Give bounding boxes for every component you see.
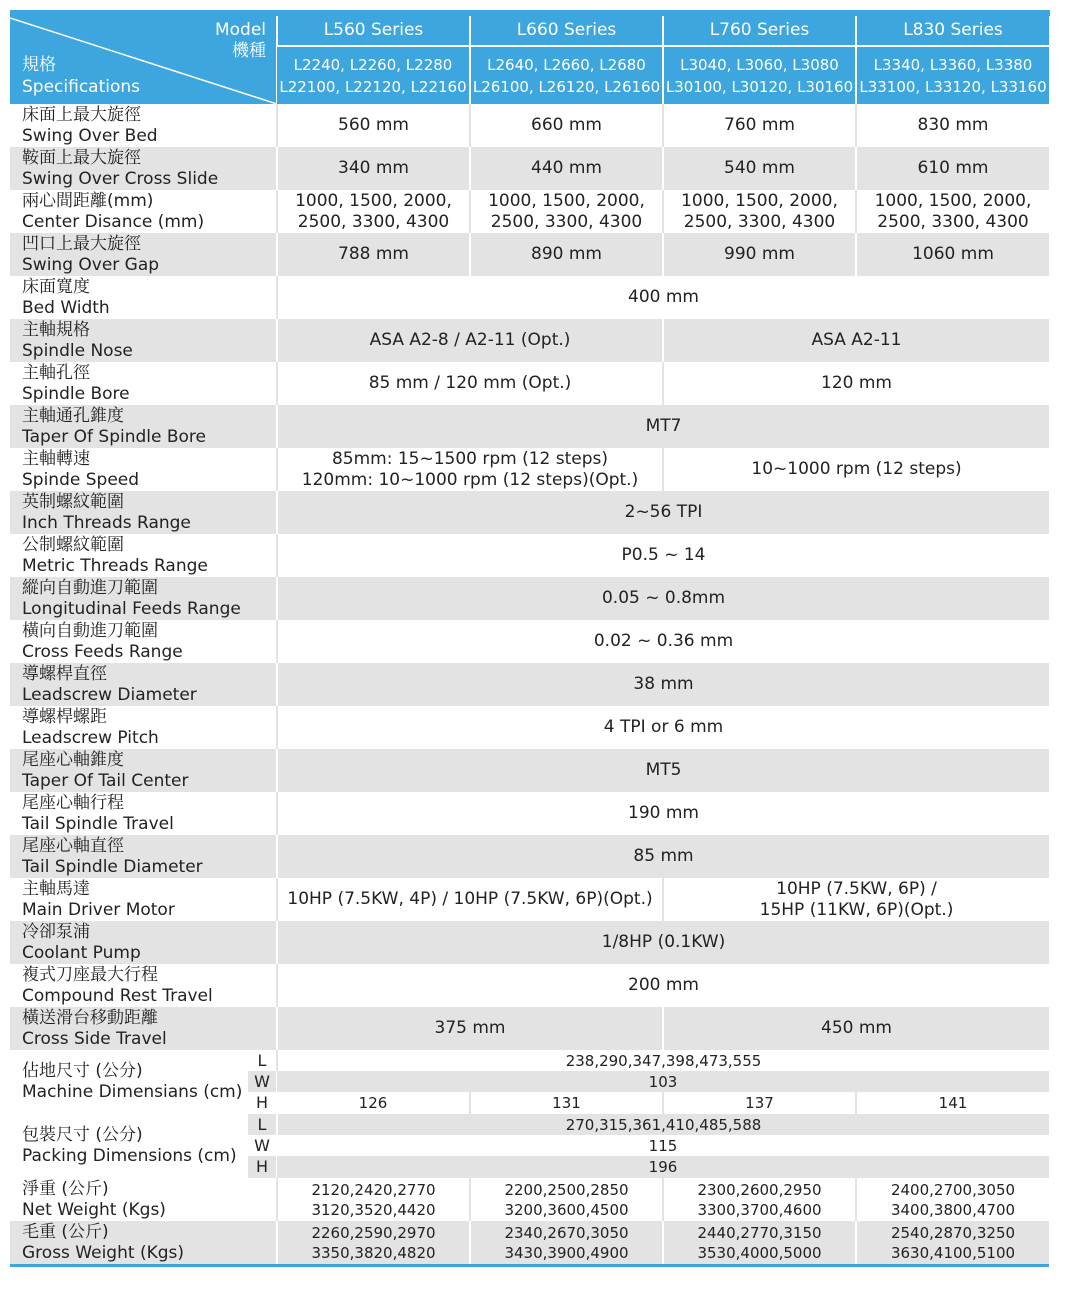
cell-value: 1000, 1500, 2000, 2500, 3300, 4300 <box>856 190 1049 233</box>
row-label: 主軸馬達 Main Driver Motor <box>10 878 277 921</box>
row-spindle-bore <box>10 362 1049 405</box>
row-swing-over-bed <box>10 104 1049 147</box>
cell-value: 120 mm <box>663 362 1049 405</box>
cell-value: 2400,2700,3050 3400,3800,4700 <box>856 1178 1049 1221</box>
spec-label <box>22 54 140 98</box>
row-cross-side-travel <box>10 1007 1049 1050</box>
cell-value: 400 mm <box>277 276 1049 319</box>
cell-value: 2440,2770,3150 3530,4000,5000 <box>663 1221 856 1264</box>
row-taper-tail-center <box>10 749 1049 792</box>
series-models: L3340, L3360, L3380 L33100, L33120, L33160 <box>856 46 1049 104</box>
cell-value: 85mm: 15~1500 rpm (12 steps) 120mm: 10~1000 rpm (12 steps)(Opt.) <box>277 448 663 491</box>
row-machine-dim-l <box>10 1050 1049 1071</box>
machine-dim-label-cell <box>10 1050 277 1114</box>
cell-value: 1000, 1500, 2000, 2500, 3300, 4300 <box>470 190 663 233</box>
row-inch-threads <box>10 491 1049 534</box>
row-swing-over-gap <box>10 233 1049 276</box>
cell-value: 4 TPI or 6 mm <box>277 706 1049 749</box>
cell-value: ASA A2-11 <box>663 319 1049 362</box>
row-net-weight <box>10 1178 1049 1221</box>
spec-label-zh: 規格 <box>22 55 56 75</box>
row-compound-rest-travel <box>10 964 1049 1007</box>
cell-value: 196 <box>277 1156 1049 1178</box>
row-swing-over-cross-slide <box>10 147 1049 190</box>
row-label: 縱向自動進刀範圍 Longitudinal Feeds Range <box>10 577 277 620</box>
cell-value: MT7 <box>277 405 1049 448</box>
cell-value: 660 mm <box>470 104 663 147</box>
row-label: 包裝尺寸 (公分) Packing Dimensions (cm) <box>22 1125 237 1166</box>
row-taper-spindle-bore <box>10 405 1049 448</box>
cell-value: 440 mm <box>470 147 663 190</box>
bottom-accent-line <box>10 1264 1049 1267</box>
cell-value: MT5 <box>277 749 1049 792</box>
cell-value: P0.5 ~ 14 <box>277 534 1049 577</box>
cell-value: 990 mm <box>663 233 856 276</box>
row-label: 淨重 (公斤) Net Weight (Kgs) <box>10 1178 277 1221</box>
series-name: L830 Series <box>856 16 1049 46</box>
series-name: L660 Series <box>470 16 663 46</box>
series-models: L2240, L2260, L2280 L22100, L22120, L22160 <box>277 46 470 104</box>
packing-dim-label-cell <box>10 1114 277 1178</box>
model-label <box>215 20 266 62</box>
cell-value: 238,290,347,398,473,555 <box>277 1050 1049 1071</box>
row-label: 凹口上最大旋徑 Swing Over Gap <box>10 233 277 276</box>
row-label: 導螺桿螺距 Leadscrew Pitch <box>10 706 277 749</box>
row-label: 主軸轉速 Spinde Speed <box>10 448 277 491</box>
model-label-en: Model <box>214 20 266 40</box>
spec-label-en: Specifications <box>22 77 141 97</box>
cell-value: 830 mm <box>856 104 1049 147</box>
row-leadscrew-pitch <box>10 706 1049 749</box>
row-label: 床面寬度 Bed Width <box>10 276 277 319</box>
row-label: 尾座心軸錐度 Taper Of Tail Center <box>10 749 277 792</box>
cell-value: 2~56 TPI <box>277 491 1049 534</box>
dimension-letters: L W H <box>248 1114 276 1178</box>
cell-value: 131 <box>470 1092 663 1114</box>
cell-value: 1000, 1500, 2000, 2500, 3300, 4300 <box>277 190 470 233</box>
row-label: 主軸規格 Spindle Nose <box>10 319 277 362</box>
cell-value: 540 mm <box>663 147 856 190</box>
cell-value: 137 <box>663 1092 856 1114</box>
row-bed-width <box>10 276 1049 319</box>
row-label: 主軸通孔錐度 Taper Of Spindle Bore <box>10 405 277 448</box>
header-corner <box>10 16 277 104</box>
cell-value: 2200,2500,2850 3200,3600,4500 <box>470 1178 663 1221</box>
series-models: L2640, L2660, L2680 L26100, L26120, L26160 <box>470 46 663 104</box>
row-label: 公制螺紋範圍 Metric Threads Range <box>10 534 277 577</box>
cell-value: 560 mm <box>277 104 470 147</box>
row-label: 橫送滑台移動距離 Cross Side Travel <box>10 1007 277 1050</box>
cell-value: 10HP (7.5KW, 6P) / 15HP (11KW, 6P)(Opt.) <box>663 878 1049 921</box>
cell-value: 2260,2590,2970 3350,3820,4820 <box>277 1221 470 1264</box>
cell-value: 1/8HP (0.1KW) <box>277 921 1049 964</box>
cell-value: 270,315,361,410,485,588 <box>277 1114 1049 1135</box>
cell-value: 2340,2670,3050 3430,3900,4900 <box>470 1221 663 1264</box>
series-models: L3040, L3060, L3080 L30100, L30120, L30160 <box>663 46 856 104</box>
cell-value: 2540,2870,3250 3630,4100,5100 <box>856 1221 1049 1264</box>
cell-value: 340 mm <box>277 147 470 190</box>
cell-value: 375 mm <box>277 1007 663 1050</box>
cell-value: 200 mm <box>277 964 1049 1007</box>
row-label: 佔地尺寸 (公分) Machine Dimensians (cm) <box>22 1061 243 1102</box>
cell-value: 1060 mm <box>856 233 1049 276</box>
row-packing-dim-l <box>10 1114 1049 1135</box>
row-coolant-pump <box>10 921 1049 964</box>
row-label: 尾座心軸直徑 Tail Spindle Diameter <box>10 835 277 878</box>
row-metric-threads <box>10 534 1049 577</box>
cell-value: 2300,2600,2950 3300,3700,4600 <box>663 1178 856 1221</box>
cell-value: 103 <box>277 1071 1049 1092</box>
row-label: 複式刀座最大行程 Compound Rest Travel <box>10 964 277 1007</box>
row-center-distance <box>10 190 1049 233</box>
row-cross-feeds <box>10 620 1049 663</box>
cell-value: 85 mm <box>277 835 1049 878</box>
model-label-zh: 機種 <box>232 41 266 61</box>
row-spindle-speed <box>10 448 1049 491</box>
cell-value: 141 <box>856 1092 1049 1114</box>
cell-value: 126 <box>277 1092 470 1114</box>
row-label: 鞍面上最大旋徑 Swing Over Cross Slide <box>10 147 277 190</box>
series-name: L560 Series <box>277 16 470 46</box>
cell-value: 85 mm / 120 mm (Opt.) <box>277 362 663 405</box>
cell-value: 10~1000 rpm (12 steps) <box>663 448 1049 491</box>
series-name: L760 Series <box>663 16 856 46</box>
cell-value: 890 mm <box>470 233 663 276</box>
cell-value: 0.02 ~ 0.36 mm <box>277 620 1049 663</box>
cell-value: 788 mm <box>277 233 470 276</box>
row-label: 床面上最大旋徑 Swing Over Bed <box>10 104 277 147</box>
row-gross-weight <box>10 1221 1049 1264</box>
row-label: 毛重 (公斤) Gross Weight (Kgs) <box>10 1221 277 1264</box>
row-spindle-nose <box>10 319 1049 362</box>
dimension-letters: L W H <box>248 1050 276 1114</box>
cell-value: 10HP (7.5KW, 4P) / 10HP (7.5KW, 6P)(Opt.) <box>277 878 663 921</box>
spec-sheet <box>10 10 1050 1267</box>
cell-value: 190 mm <box>277 792 1049 835</box>
spec-table <box>10 16 1049 1264</box>
cell-value: 2120,2420,2770 3120,3520,4420 <box>277 1178 470 1221</box>
row-label: 英制螺紋範圍 Inch Threads Range <box>10 491 277 534</box>
cell-value: 610 mm <box>856 147 1049 190</box>
row-label: 冷卻泵浦 Coolant Pump <box>10 921 277 964</box>
row-longitudinal-feeds <box>10 577 1049 620</box>
cell-value: 760 mm <box>663 104 856 147</box>
row-label: 尾座心軸行程 Tail Spindle Travel <box>10 792 277 835</box>
cell-value: 115 <box>277 1135 1049 1156</box>
row-label: 橫向自動進刀範圍 Cross Feeds Range <box>10 620 277 663</box>
row-tail-spindle-travel <box>10 792 1049 835</box>
cell-value: 1000, 1500, 2000, 2500, 3300, 4300 <box>663 190 856 233</box>
header-series-row <box>10 16 1049 46</box>
cell-value: ASA A2-8 / A2-11 (Opt.) <box>277 319 663 362</box>
row-leadscrew-diameter <box>10 663 1049 706</box>
row-label: 主軸孔徑 Spindle Bore <box>10 362 277 405</box>
cell-value: 0.05 ~ 0.8mm <box>277 577 1049 620</box>
cell-value: 38 mm <box>277 663 1049 706</box>
row-label: 兩心間距離(mm) Center Disance (mm) <box>10 190 277 233</box>
row-main-driver-motor <box>10 878 1049 921</box>
row-tail-spindle-diameter <box>10 835 1049 878</box>
cell-value: 450 mm <box>663 1007 1049 1050</box>
row-label: 導螺桿直徑 Leadscrew Diameter <box>10 663 277 706</box>
